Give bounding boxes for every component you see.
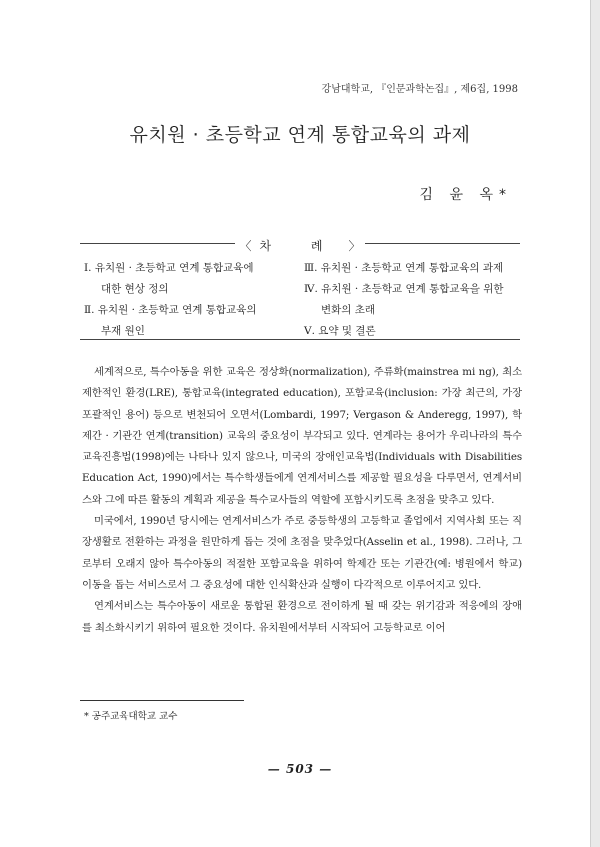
- paragraph: 미국에서, 1990년 당시에는 연계서비스가 주로 중등학생의 고등학교 졸업에서 지역사회 또는 직장생활로 전환하는 과정을 원만하게 돕는 것에 초점을 맞추었다(Asselin et al., 1998). 그러나, 그로부터 오래지 않아 특수아동의 적절한 포함교육을 위하여 학제간 또는 기관간(예: 병원에서 학교) 이동을 돕는 서비스로서 그 중요성에 대한 인식확산과 실행이 다각적으로 이루어지고 있다.: [82, 515, 522, 591]
- paper-title: 유치원 · 초등학교 연계 통합교육의 과제: [129, 124, 471, 146]
- toc-left-column: [84, 258, 257, 342]
- toc-bracket-right: 〉: [345, 239, 365, 253]
- footnote-divider: [80, 700, 244, 701]
- toc-heading: [80, 235, 520, 254]
- toc-item: Ⅳ. 유치원 · 초등학교 연계 통합교육을 위한: [304, 283, 504, 295]
- toc-item: 변화의 초래: [321, 304, 376, 316]
- page-number: — 503 —: [267, 762, 333, 776]
- footnote: * 공주교육대학교 교수: [84, 711, 178, 722]
- toc-bracket-left: 〈: [235, 239, 255, 253]
- body-text: [82, 362, 522, 639]
- journal-header: 강남대학교, 『인문과학논집』, 제6집, 1998: [321, 84, 518, 95]
- paragraph: 세계적으로, 특수아동을 위한 교육은 정상화(normalization), 주류화(mainstrea mi ng), 최소 제한적인 환경(LRE), 통합교육(integrated education), 포함교육(inclusion: 가장 최근의, 가장 포괄적인 용어) 등으로 변천되어 오면서(Lombardi, 1997; Vergason & Anderegg, 1997), 학제간 · 기관간 연계(transition) 교육의 중요성이 부각되고 있다. 연계라는 용어가 우리나라의 특수교육진흥법(1998)에는 나타나 있지 않으나, 미국의 장애인교육법(Individuals with Disabilities Education Act, 1990)에서는 특수학생들에게 연계서비스를 제공할 필요성을 다루면서, 연계서비스와 그에 따른 활동의 계획과 제공을 특수교사들의 역할에 포함시키도록 초점을 맞추고 있다.: [82, 366, 522, 506]
- toc-item: 대한 현상 정의: [101, 283, 169, 295]
- paragraph: 연계서비스는 특수아동이 새로운 통합된 환경으로 전이하게 될 때 갖는 위기감과 적응에의 장애를 최소화시키기 위하여 필요한 것이다. 유치원에서부터 시작되어 고등학교로 이어: [82, 600, 522, 634]
- toc-item: Ⅱ. 유치원 · 초등학교 연계 통합교육의: [84, 304, 257, 316]
- toc-item: Ⅲ. 유치원 · 초등학교 연계 통합교육의 과제: [304, 262, 504, 274]
- toc-heading-text: 차 례: [256, 239, 345, 253]
- toc-item: Ⅰ. 유치원 · 초등학교 연계 통합교육에: [84, 262, 254, 274]
- table-of-contents: [80, 239, 520, 340]
- author: 김 윤 옥*: [419, 187, 512, 203]
- toc-right-column: [304, 258, 503, 342]
- toc-item: Ⅴ. 요약 및 결론: [304, 325, 376, 337]
- toc-item: 부재 원인: [101, 325, 145, 337]
